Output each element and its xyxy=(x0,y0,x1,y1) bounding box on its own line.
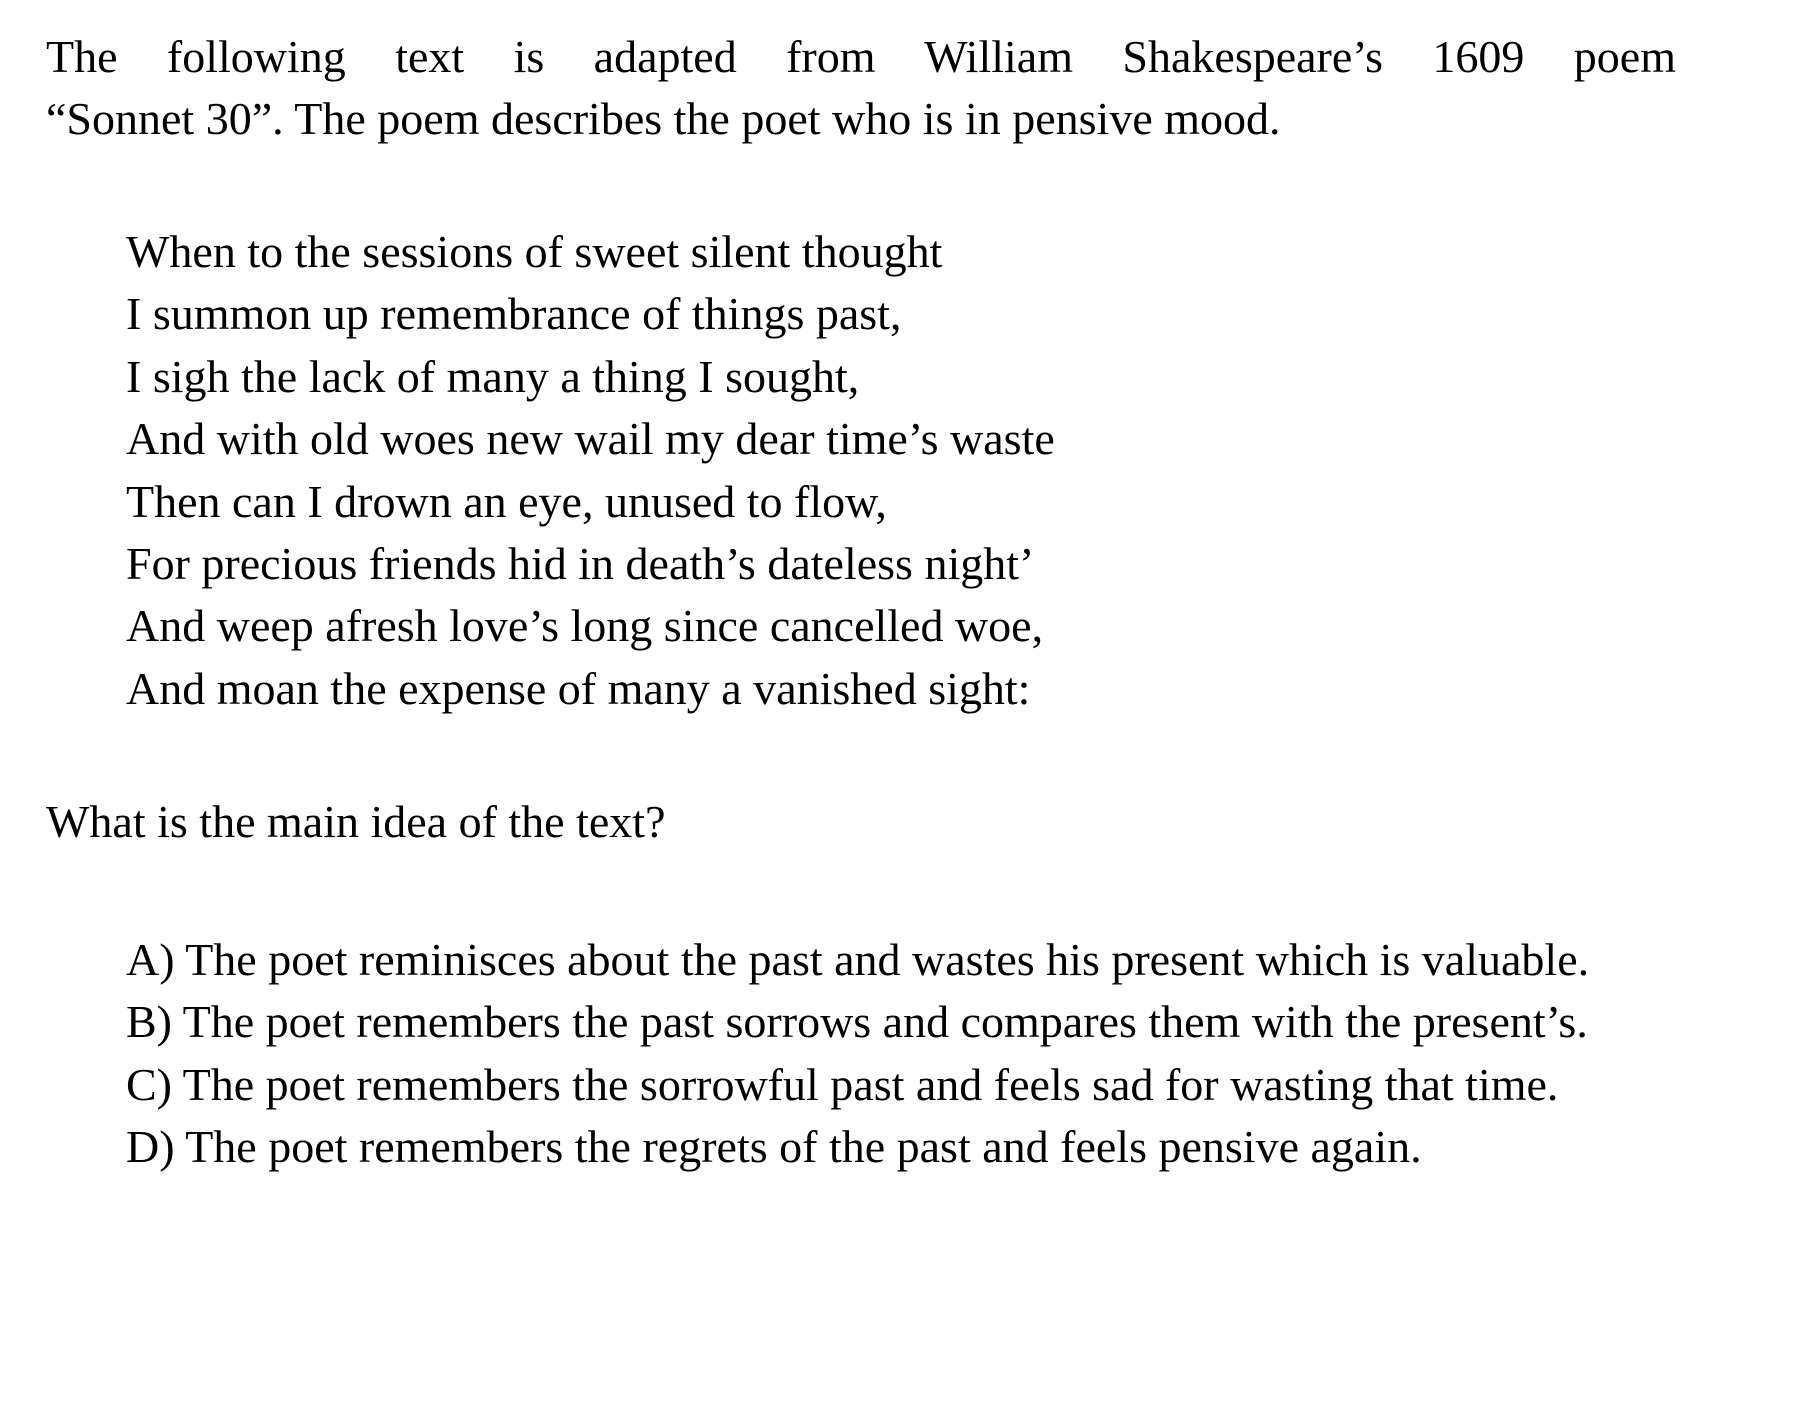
answer-option-b[interactable]: B) The poet remembers the past sorrows and compares them with the present’s. xyxy=(126,996,1588,1048)
poem-line: Then can I drown an eye, unused to flow, xyxy=(126,475,887,527)
question-prompt: What is the main idea of the text? xyxy=(46,796,666,847)
poem-line: For precious friends hid in death’s dateless night’ xyxy=(126,538,1035,590)
poem-line: I summon up remembrance of things past, xyxy=(126,288,902,340)
poem-line: I sigh the lack of many a thing I sought, xyxy=(126,350,860,402)
poem-line: And with old woes new wail my dear time’s waste xyxy=(126,413,1055,465)
answer-option-a[interactable]: A) The poet reminisces about the past and wastes his present which is valuable. xyxy=(126,934,1590,985)
intro-line-2: “Sonnet 30”. The poem describes the poet who is in pensive mood. xyxy=(46,93,1281,144)
poem-excerpt xyxy=(126,221,1055,720)
answer-option-c[interactable]: C) The poet remembers the sorrowful past and feels sad for wasting that time. xyxy=(126,1058,1559,1110)
poem-line: And moan the expense of many a vanished sight: xyxy=(126,662,1031,714)
poem-line: When to the sessions of sweet silent thought xyxy=(126,226,943,277)
answer-options xyxy=(126,929,1606,1178)
poem-line: And weep afresh love’s long since cancelled woe, xyxy=(126,600,1044,652)
answer-option-d[interactable]: D) The poet remembers the regrets of the past and feels pensive again. xyxy=(126,1120,1422,1172)
intro-line-1: The following text is adapted from William Shakespeare’s 1609 poem xyxy=(46,31,1676,82)
intro-paragraph xyxy=(46,26,1676,150)
